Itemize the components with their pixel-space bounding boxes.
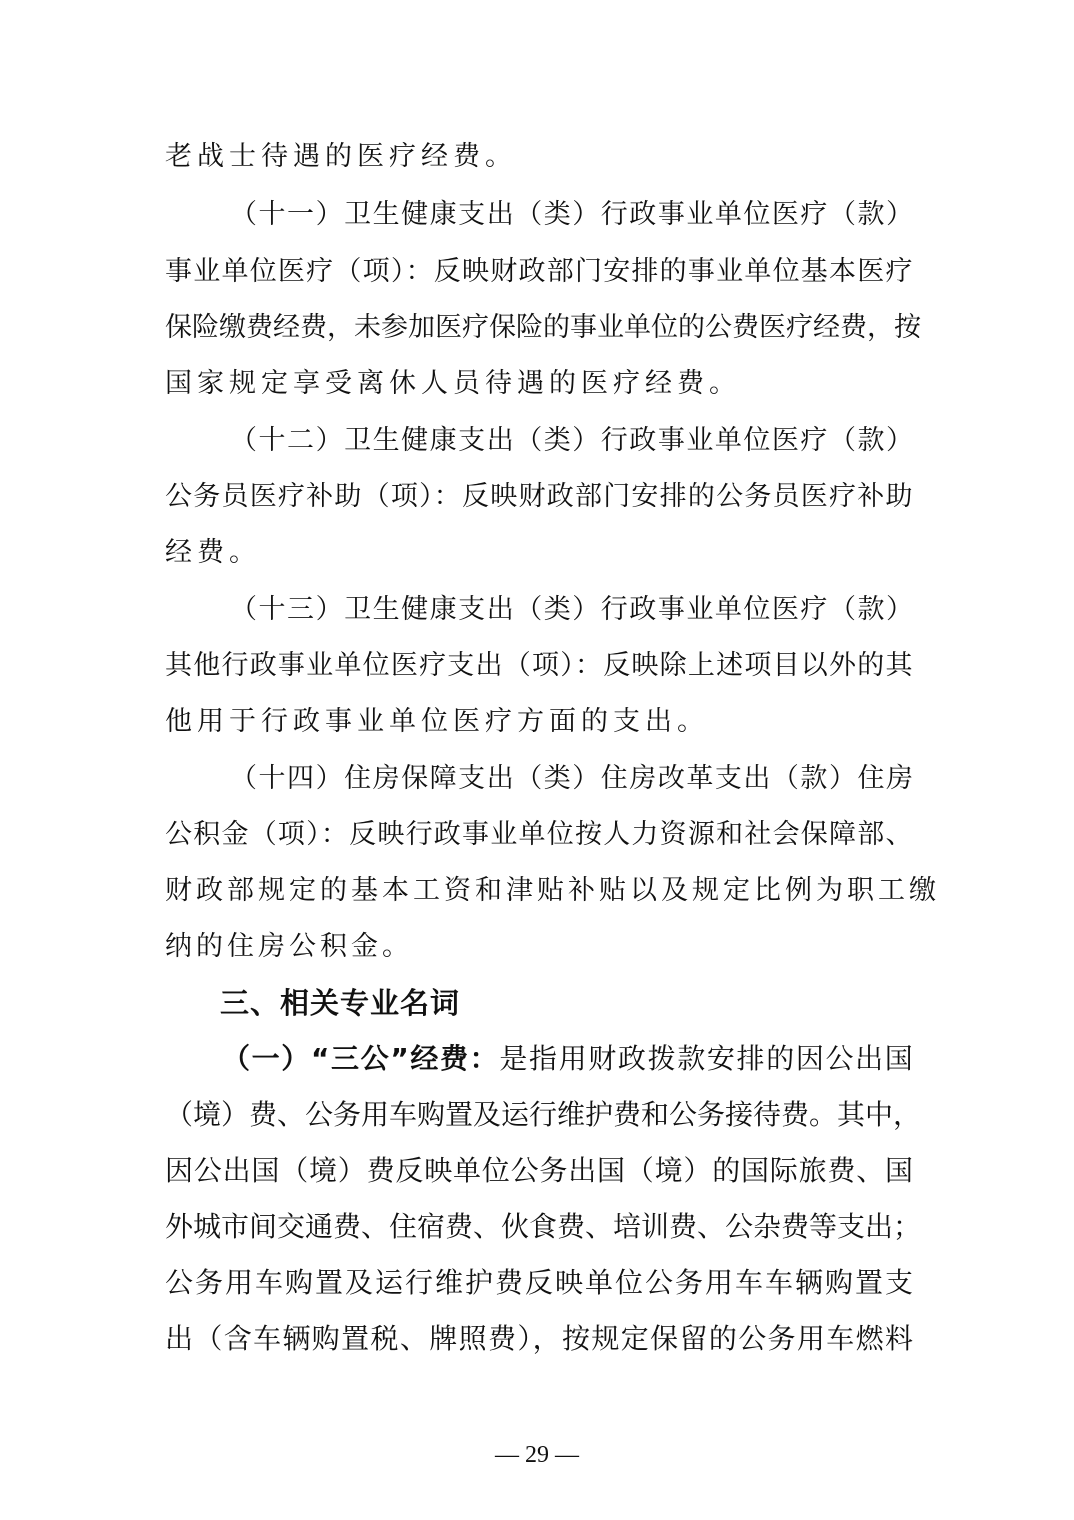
body-line: 老战士待遇的医疗经费。 <box>165 141 517 172</box>
item-heading-12: （十二）卫生健康支出（类）行政事业单位医疗（款） <box>230 425 915 456</box>
body-line: 国家规定享受离休人员待遇的医疗经费。 <box>165 368 741 399</box>
term-line: （境）费、公务用车购置及运行维护费和公务接待费。其中， <box>165 1098 922 1131</box>
item-heading-14: （十四）住房保障支出（类）住房改革支出（款）住房 <box>230 763 915 794</box>
term-line: 因公出国（境）费反映单位公务出国（境）的国际旅费、国 <box>165 1154 914 1187</box>
body-line: 保险缴费经费，未参加医疗保险的事业单位的公费医疗经费，按 <box>165 312 921 343</box>
body-line: 其他行政事业单位医疗支出（项）：反映除上述项目以外的其 <box>165 650 914 681</box>
term-line: 出（含车辆购置税、牌照费），按规定保留的公务用车燃料 <box>165 1322 915 1355</box>
body-line: 公积金（项）：反映行政事业单位按人力资源和社会保障部、 <box>165 819 914 850</box>
term-definition-start: 是指用财政拨款安排的因公出国 <box>499 1042 915 1075</box>
body-line: 经费。 <box>165 537 261 568</box>
term-line: 公务用车购置及运行维护费反映单位公务用车车辆购置支 <box>165 1266 916 1299</box>
page-number: — 29 — <box>495 1442 579 1468</box>
item-heading-11: （十一）卫生健康支出（类）行政事业单位医疗（款） <box>230 199 915 230</box>
body-line: 财政部规定的基本工资和津贴补贴以及规定比例为职工缴 <box>165 875 940 906</box>
item-heading-13: （十三）卫生健康支出（类）行政事业单位医疗（款） <box>230 594 915 625</box>
body-line: 纳的住房公积金。 <box>165 931 413 962</box>
body-line: 他用于行政事业单位医疗方面的支出。 <box>165 706 709 737</box>
term-title: （一）“三公”经费： <box>222 1042 500 1075</box>
section-heading: 三、相关专业名词 <box>220 986 461 1020</box>
body-line: 事业单位医疗（项）：反映财政部门安排的事业单位基本医疗 <box>165 256 914 287</box>
term-first-line <box>222 1042 914 1076</box>
body-line: 公务员医疗补助（项）：反映财政部门安排的公务员医疗补助 <box>165 481 914 512</box>
term-line: 外城市间交通费、住宿费、伙食费、培训费、公杂费等支出； <box>165 1210 922 1243</box>
